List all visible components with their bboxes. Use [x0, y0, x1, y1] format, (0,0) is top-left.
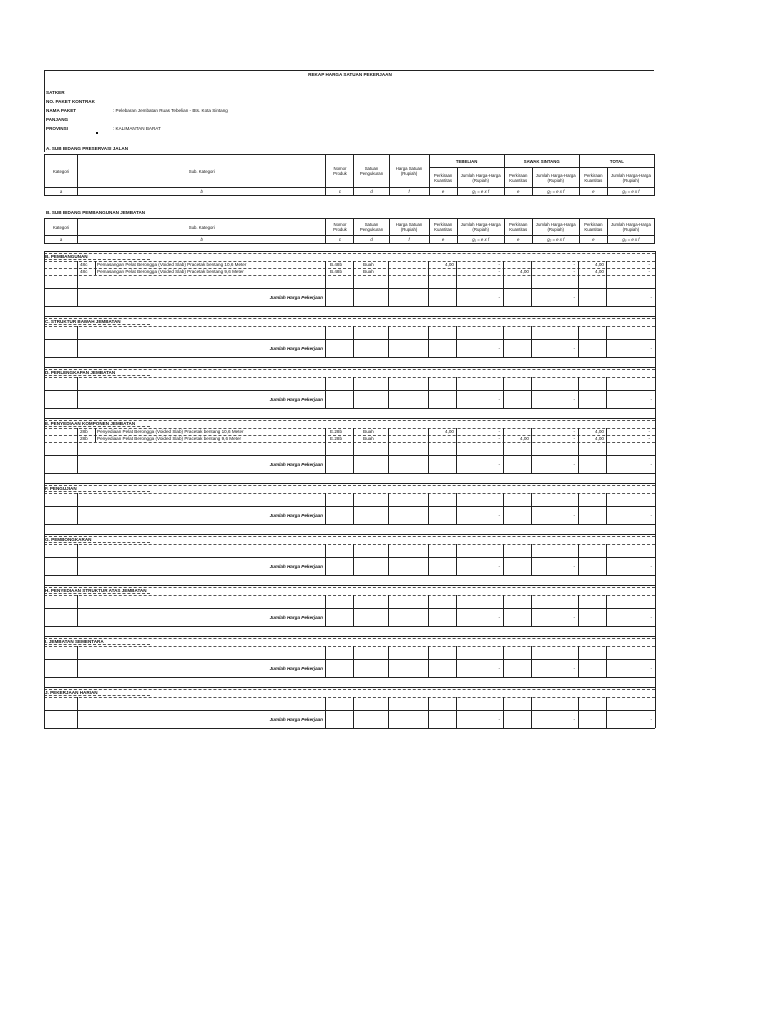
column-rule [353, 326, 354, 357]
column-rule [388, 697, 389, 728]
column-rule [503, 326, 504, 357]
item-no: 48c [80, 269, 88, 274]
column-rule [77, 377, 78, 408]
item-no: 28b [80, 436, 88, 441]
item-jumlah-3: - [648, 269, 650, 274]
column-rule [456, 697, 457, 728]
column-rule [353, 646, 354, 677]
item-qty-1: 4,00 [445, 262, 454, 267]
item-code: B.48b [330, 262, 343, 267]
column-rule [353, 493, 354, 524]
dashed-rule [44, 544, 655, 545]
table-rule [44, 316, 655, 317]
column-rule [606, 646, 607, 677]
subtotal-jumlah-3: - [650, 615, 652, 620]
subtotal-jumlah-2: - [573, 564, 575, 569]
table-rule [44, 357, 655, 358]
table-rule [44, 608, 655, 609]
dashed-rule [44, 442, 655, 443]
dashed-rule [44, 595, 655, 596]
item-no-rule [95, 261, 96, 268]
column-rule [578, 377, 579, 408]
subtotal-jumlah-3: - [650, 513, 652, 518]
item-description: Pemasangan Pelat Berongga (Voided Slab) Pracetak bentang 9,6 Meter [97, 269, 244, 274]
dashed-rule [44, 259, 150, 260]
code-cell: g₃ = e x f [607, 188, 654, 196]
subtotal-label: Jumlah Harga Pekerjaan [269, 346, 323, 351]
hdr-perkiraan-2: Perkiraan Kuantitas [504, 168, 532, 188]
page-title: REKAP HARGA SATUAN PEKERJAAN [308, 72, 392, 77]
column-rule [428, 595, 429, 626]
dashed-rule [44, 491, 150, 492]
code-cell: d [354, 188, 389, 196]
column-rule [456, 595, 457, 626]
section-a-header-table [44, 154, 655, 196]
table-rule [44, 557, 655, 558]
code-cell: e [579, 236, 607, 244]
table-rule [44, 418, 655, 419]
dashed-rule [44, 324, 150, 325]
column-rule [503, 646, 504, 677]
subtotal-jumlah-1: - [498, 615, 500, 620]
table-rule [44, 687, 655, 688]
dashed-rule [44, 542, 150, 543]
column-rule [606, 493, 607, 524]
column-rule [428, 326, 429, 357]
section-a-title: A. SUB BIDANG PRESERVASI JALAN [46, 146, 129, 151]
item-jumlah-3: - [648, 436, 650, 441]
item-unit: Buah [363, 269, 374, 274]
group-title: H. PENYEDIAAN STRUKTUR ATAS JEMBATAN [45, 588, 147, 593]
subtotal-jumlah-1: - [498, 717, 500, 722]
column-rule [531, 326, 532, 357]
column-rule [606, 595, 607, 626]
column-rule [388, 493, 389, 524]
column-rule [353, 428, 354, 473]
column-rule [531, 697, 532, 728]
column-rule [531, 428, 532, 473]
column-rule [428, 544, 429, 575]
subtotal-jumlah-2: - [573, 346, 575, 351]
column-rule [606, 544, 607, 575]
dashed-rule [44, 695, 150, 696]
group-title: B. PEMBANGUNAN [45, 254, 88, 259]
item-code: E.28b [330, 436, 343, 441]
column-rule [388, 646, 389, 677]
subtotal-jumlah-1: - [498, 295, 500, 300]
column-rule [428, 261, 429, 306]
hdr-jumlah-3: Jumlah Harga-Harga (Rupiah) [607, 168, 654, 188]
group-title: C. STRUKTUR BAWAH JEMBATAN [45, 319, 121, 324]
hdr-group-1: TEBELIAN [429, 155, 504, 168]
column-rule [353, 595, 354, 626]
dashed-rule [44, 536, 655, 537]
dashed-rule [44, 485, 655, 486]
group-title: G. PEMBONGKARAN [45, 537, 92, 542]
subtotal-jumlah-2: - [573, 462, 575, 467]
item-code: B.48b [330, 269, 343, 274]
item-no-rule [95, 435, 96, 442]
cursor-mark [96, 132, 98, 134]
item-no-rule [95, 428, 96, 435]
column-rule [353, 697, 354, 728]
item-no: 28b [80, 429, 88, 434]
dashed-rule [44, 689, 655, 690]
column-rule [456, 493, 457, 524]
satker-label: SATKER [46, 90, 65, 95]
column-rule [456, 377, 457, 408]
item-jumlah-2: - [573, 262, 575, 267]
group-title: J. PEKERJAAN HARIAN [45, 690, 98, 695]
item-no: 48c [80, 262, 88, 267]
item-jumlah-3: - [648, 262, 650, 267]
column-rule [325, 326, 326, 357]
dashed-rule [44, 253, 655, 254]
section-b-title: B. SUB BIDANG PEMBANGUNAN JEMBATAN [46, 210, 146, 215]
item-jumlah-1: - [498, 269, 500, 274]
column-rule [456, 428, 457, 473]
column-rule [428, 697, 429, 728]
column-rule [77, 261, 78, 306]
column-rule [531, 261, 532, 306]
column-rule [456, 261, 457, 306]
dashed-rule [44, 493, 655, 494]
item-qty-3: 4,00 [595, 269, 604, 274]
column-rule [503, 595, 504, 626]
table-rule [44, 339, 655, 340]
hdr-jumlah-1: Jumlah Harga-Harga (Rupiah) [457, 168, 504, 188]
column-rule [456, 544, 457, 575]
hdr-sub-kategori: Sub. Kategori [78, 155, 326, 188]
column-rule [325, 428, 326, 473]
item-qty-1: 4,00 [445, 429, 454, 434]
column-rule [531, 646, 532, 677]
hdr-jumlah-2: Jumlah Harga-Harga (Rupiah) [532, 168, 579, 188]
column-rule [503, 544, 504, 575]
hdr-group-2: SAWAK SINTANG [504, 155, 579, 168]
code-cell: e [429, 188, 457, 196]
item-unit: Buah [363, 429, 374, 434]
column-rule [606, 697, 607, 728]
item-jumlah-3: - [648, 429, 650, 434]
hdr-jumlah-3: Jumlah Harga-Harga (Rupiah) [607, 219, 654, 236]
column-rule [325, 493, 326, 524]
code-cell: b [78, 188, 326, 196]
column-rule [456, 326, 457, 357]
item-unit: Buah [363, 262, 374, 267]
group-title: E. PENYEDIAAN KOMPONEN JEMBATAN [45, 421, 136, 426]
hdr-perkiraan-1: Perkiraan Kuantitas [429, 168, 457, 188]
column-rule [428, 493, 429, 524]
table-rule [44, 473, 655, 474]
table-rule [44, 524, 655, 525]
dashed-rule [44, 644, 150, 645]
subtotal-label: Jumlah Harga Pekerjaan [269, 717, 323, 722]
column-rule [503, 428, 504, 473]
subtotal-jumlah-2: - [573, 295, 575, 300]
item-qty-2: 4,00 [520, 269, 529, 274]
subtotal-label: Jumlah Harga Pekerjaan [269, 564, 323, 569]
code-cell: f [389, 236, 429, 244]
item-jumlah-1: - [498, 436, 500, 441]
code-cell: e [504, 236, 532, 244]
column-rule [531, 377, 532, 408]
subtotal-jumlah-3: - [650, 397, 652, 402]
column-rule [388, 326, 389, 357]
provinsi-label: PROVINSI [46, 126, 68, 131]
subtotal-jumlah-1: - [498, 564, 500, 569]
hdr-kategori: Kategori [45, 219, 78, 236]
section-b-header-table [44, 218, 655, 244]
column-rule [428, 428, 429, 473]
code-cell: g₁ = e x f [457, 236, 504, 244]
column-rule [606, 261, 607, 306]
column-rule [77, 646, 78, 677]
code-cell: g₁ = e x f [457, 188, 504, 196]
subtotal-jumlah-1: - [498, 346, 500, 351]
code-cell: d [354, 236, 389, 244]
column-rule [578, 326, 579, 357]
code-cell: g₂ = e x f [532, 236, 579, 244]
column-rule [388, 377, 389, 408]
code-cell: g₂ = e x f [532, 188, 579, 196]
dashed-rule [44, 275, 655, 276]
column-rule [578, 261, 579, 306]
column-rule [578, 544, 579, 575]
hdr-kategori: Kategori [45, 155, 78, 188]
paket-no-label: NO. PAKET KONTRAK [46, 99, 95, 104]
code-cell: a [45, 188, 78, 196]
column-rule [428, 646, 429, 677]
column-rule [578, 697, 579, 728]
column-rule [325, 377, 326, 408]
column-rule [325, 595, 326, 626]
table-rule [44, 585, 655, 586]
column-rule [531, 595, 532, 626]
table-rule [44, 575, 655, 576]
outer-left-rule [44, 251, 45, 728]
column-rule [606, 428, 607, 473]
item-description: Penyediaan Pelat Berongga (Voided Slab) Pracetak bentang 9,6 Meter [97, 436, 242, 441]
table-rule [44, 408, 655, 409]
table-rule [44, 626, 655, 627]
item-jumlah-1: - [498, 429, 500, 434]
column-rule [77, 493, 78, 524]
item-description: Pemasangan Pelat Berongga (Voided Slab) Pracetak bentang 10,6 Meter [97, 262, 247, 267]
group-title: I. JEMBATAN SEMENTARA [45, 639, 104, 644]
column-rule [388, 544, 389, 575]
hdr-harga-satuan: Harga Satuan (Rupiah) [389, 219, 429, 236]
code-cell: c [326, 188, 354, 196]
code-cell: e [429, 236, 457, 244]
subtotal-jumlah-3: - [650, 564, 652, 569]
column-rule [606, 326, 607, 357]
subtotal-label: Jumlah Harga Pekerjaan [269, 513, 323, 518]
code-cell: f [389, 188, 429, 196]
item-qty-3: 4,00 [595, 429, 604, 434]
column-rule [578, 595, 579, 626]
hdr-nomor-produk: Nomor Produk [326, 219, 354, 236]
hdr-jumlah-1: Jumlah Harga-Harga (Rupiah) [457, 219, 504, 236]
subtotal-jumlah-1: - [498, 513, 500, 518]
subtotal-jumlah-1: - [498, 397, 500, 402]
table-rule [44, 367, 655, 368]
item-jumlah-2: - [573, 429, 575, 434]
item-jumlah-2: - [573, 436, 575, 441]
outer-right-rule [655, 251, 656, 728]
code-cell: e [504, 188, 532, 196]
table-rule [44, 677, 655, 678]
column-rule [388, 428, 389, 473]
code-cell: a [45, 236, 78, 244]
item-no-rule [95, 268, 96, 275]
column-rule [325, 697, 326, 728]
column-rule [503, 697, 504, 728]
item-jumlah-2: - [573, 269, 575, 274]
column-rule [325, 261, 326, 306]
column-rule [353, 544, 354, 575]
hdr-jumlah-2: Jumlah Harga-Harga (Rupiah) [532, 219, 579, 236]
dashed-rule [44, 375, 150, 376]
dashed-rule [44, 638, 655, 639]
table-rule [44, 288, 655, 289]
item-qty-3: 4,00 [595, 262, 604, 267]
column-rule [77, 697, 78, 728]
hdr-harga-satuan: Harga Satuan (Rupiah) [389, 155, 429, 188]
column-rule [531, 493, 532, 524]
dashed-rule [44, 593, 150, 594]
column-rule [325, 646, 326, 677]
table-rule [44, 710, 655, 711]
hdr-perkiraan-2: Perkiraan Kuantitas [504, 219, 532, 236]
subtotal-label: Jumlah Harga Pekerjaan [269, 397, 323, 402]
column-rule [77, 595, 78, 626]
dashed-rule [44, 377, 655, 378]
column-rule [388, 261, 389, 306]
hdr-satuan: Satuan Pengukuran [354, 219, 389, 236]
code-cell: e [579, 188, 607, 196]
hdr-nomor-produk: Nomor Produk [326, 155, 354, 188]
subtotal-jumlah-3: - [650, 666, 652, 671]
table-rule [44, 455, 655, 456]
item-code: E.28b [330, 429, 343, 434]
hdr-perkiraan-3: Perkiraan Kuantitas [579, 168, 607, 188]
subtotal-jumlah-3: - [650, 717, 652, 722]
item-qty-2: 4,00 [520, 436, 529, 441]
subtotal-jumlah-2: - [573, 397, 575, 402]
table-rule [44, 251, 655, 252]
hdr-perkiraan-3: Perkiraan Kuantitas [579, 219, 607, 236]
column-rule [503, 493, 504, 524]
nama-paket-label: NAMA PAKET [46, 108, 77, 113]
item-unit: Buah [363, 436, 374, 441]
code-cell: g₃ = e x f [607, 236, 654, 244]
dashed-rule [44, 426, 150, 427]
subtotal-jumlah-3: - [650, 462, 652, 467]
group-title: D. PERLENGKAPAN JEMBATAN [45, 370, 116, 375]
subtotal-jumlah-2: - [573, 666, 575, 671]
column-rule [531, 544, 532, 575]
subtotal-jumlah-3: - [650, 346, 652, 351]
table-rule [44, 659, 655, 660]
subtotal-jumlah-1: - [498, 666, 500, 671]
hdr-group-3: TOTAL [579, 155, 654, 168]
item-description: Penyediaan Pelat Berongga (Voided Slab) Pracetak bentang 10,6 Meter [97, 429, 244, 434]
dashed-rule [44, 420, 655, 421]
column-rule [388, 595, 389, 626]
nama-paket-value: : Pelebaran Jembatan Ruas Tebelian - Bts. Kota Sintang [113, 108, 228, 113]
column-rule [503, 377, 504, 408]
column-rule [77, 544, 78, 575]
subtotal-jumlah-2: - [573, 615, 575, 620]
hdr-perkiraan-1: Perkiraan Kuantitas [429, 219, 457, 236]
table-rule [44, 483, 655, 484]
subtotal-label: Jumlah Harga Pekerjaan [269, 666, 323, 671]
subtotal-label: Jumlah Harga Pekerjaan [269, 615, 323, 620]
subtotal-jumlah-2: - [573, 717, 575, 722]
table-rule [44, 534, 655, 535]
subtotal-jumlah-1: - [498, 462, 500, 467]
table-rule [44, 506, 655, 507]
column-rule [353, 377, 354, 408]
table-rule [44, 728, 655, 729]
dashed-rule [44, 697, 655, 698]
hdr-satuan: Satuan Pengukuran [354, 155, 389, 188]
group-title: F. PENGUJIAN [45, 486, 77, 491]
item-jumlah-1: - [498, 262, 500, 267]
left-rule [44, 70, 45, 152]
subtotal-label: Jumlah Harga Pekerjaan [269, 295, 323, 300]
column-rule [77, 326, 78, 357]
column-rule [428, 377, 429, 408]
top-rule [44, 70, 654, 71]
table-rule [44, 390, 655, 391]
dashed-rule [44, 369, 655, 370]
column-rule [606, 377, 607, 408]
column-rule [578, 646, 579, 677]
dashed-rule [44, 318, 655, 319]
column-rule [325, 544, 326, 575]
dashed-rule [44, 326, 655, 327]
provinsi-value: : KALIMANTAN BARAT [113, 126, 161, 131]
subtotal-label: Jumlah Harga Pekerjaan [269, 462, 323, 467]
column-rule [578, 493, 579, 524]
table-rule [44, 636, 655, 637]
table-rule [44, 306, 655, 307]
column-rule [353, 261, 354, 306]
panjang-label: PANJANG [46, 117, 69, 122]
column-rule [578, 428, 579, 473]
code-cell: c [326, 236, 354, 244]
item-qty-3: 4,00 [595, 436, 604, 441]
column-rule [77, 428, 78, 473]
hdr-sub-kategori: Sub. Kategori [78, 219, 326, 236]
column-rule [503, 261, 504, 306]
subtotal-jumlah-2: - [573, 513, 575, 518]
dashed-rule [44, 646, 655, 647]
column-rule [456, 646, 457, 677]
code-cell: b [78, 236, 326, 244]
subtotal-jumlah-3: - [650, 295, 652, 300]
